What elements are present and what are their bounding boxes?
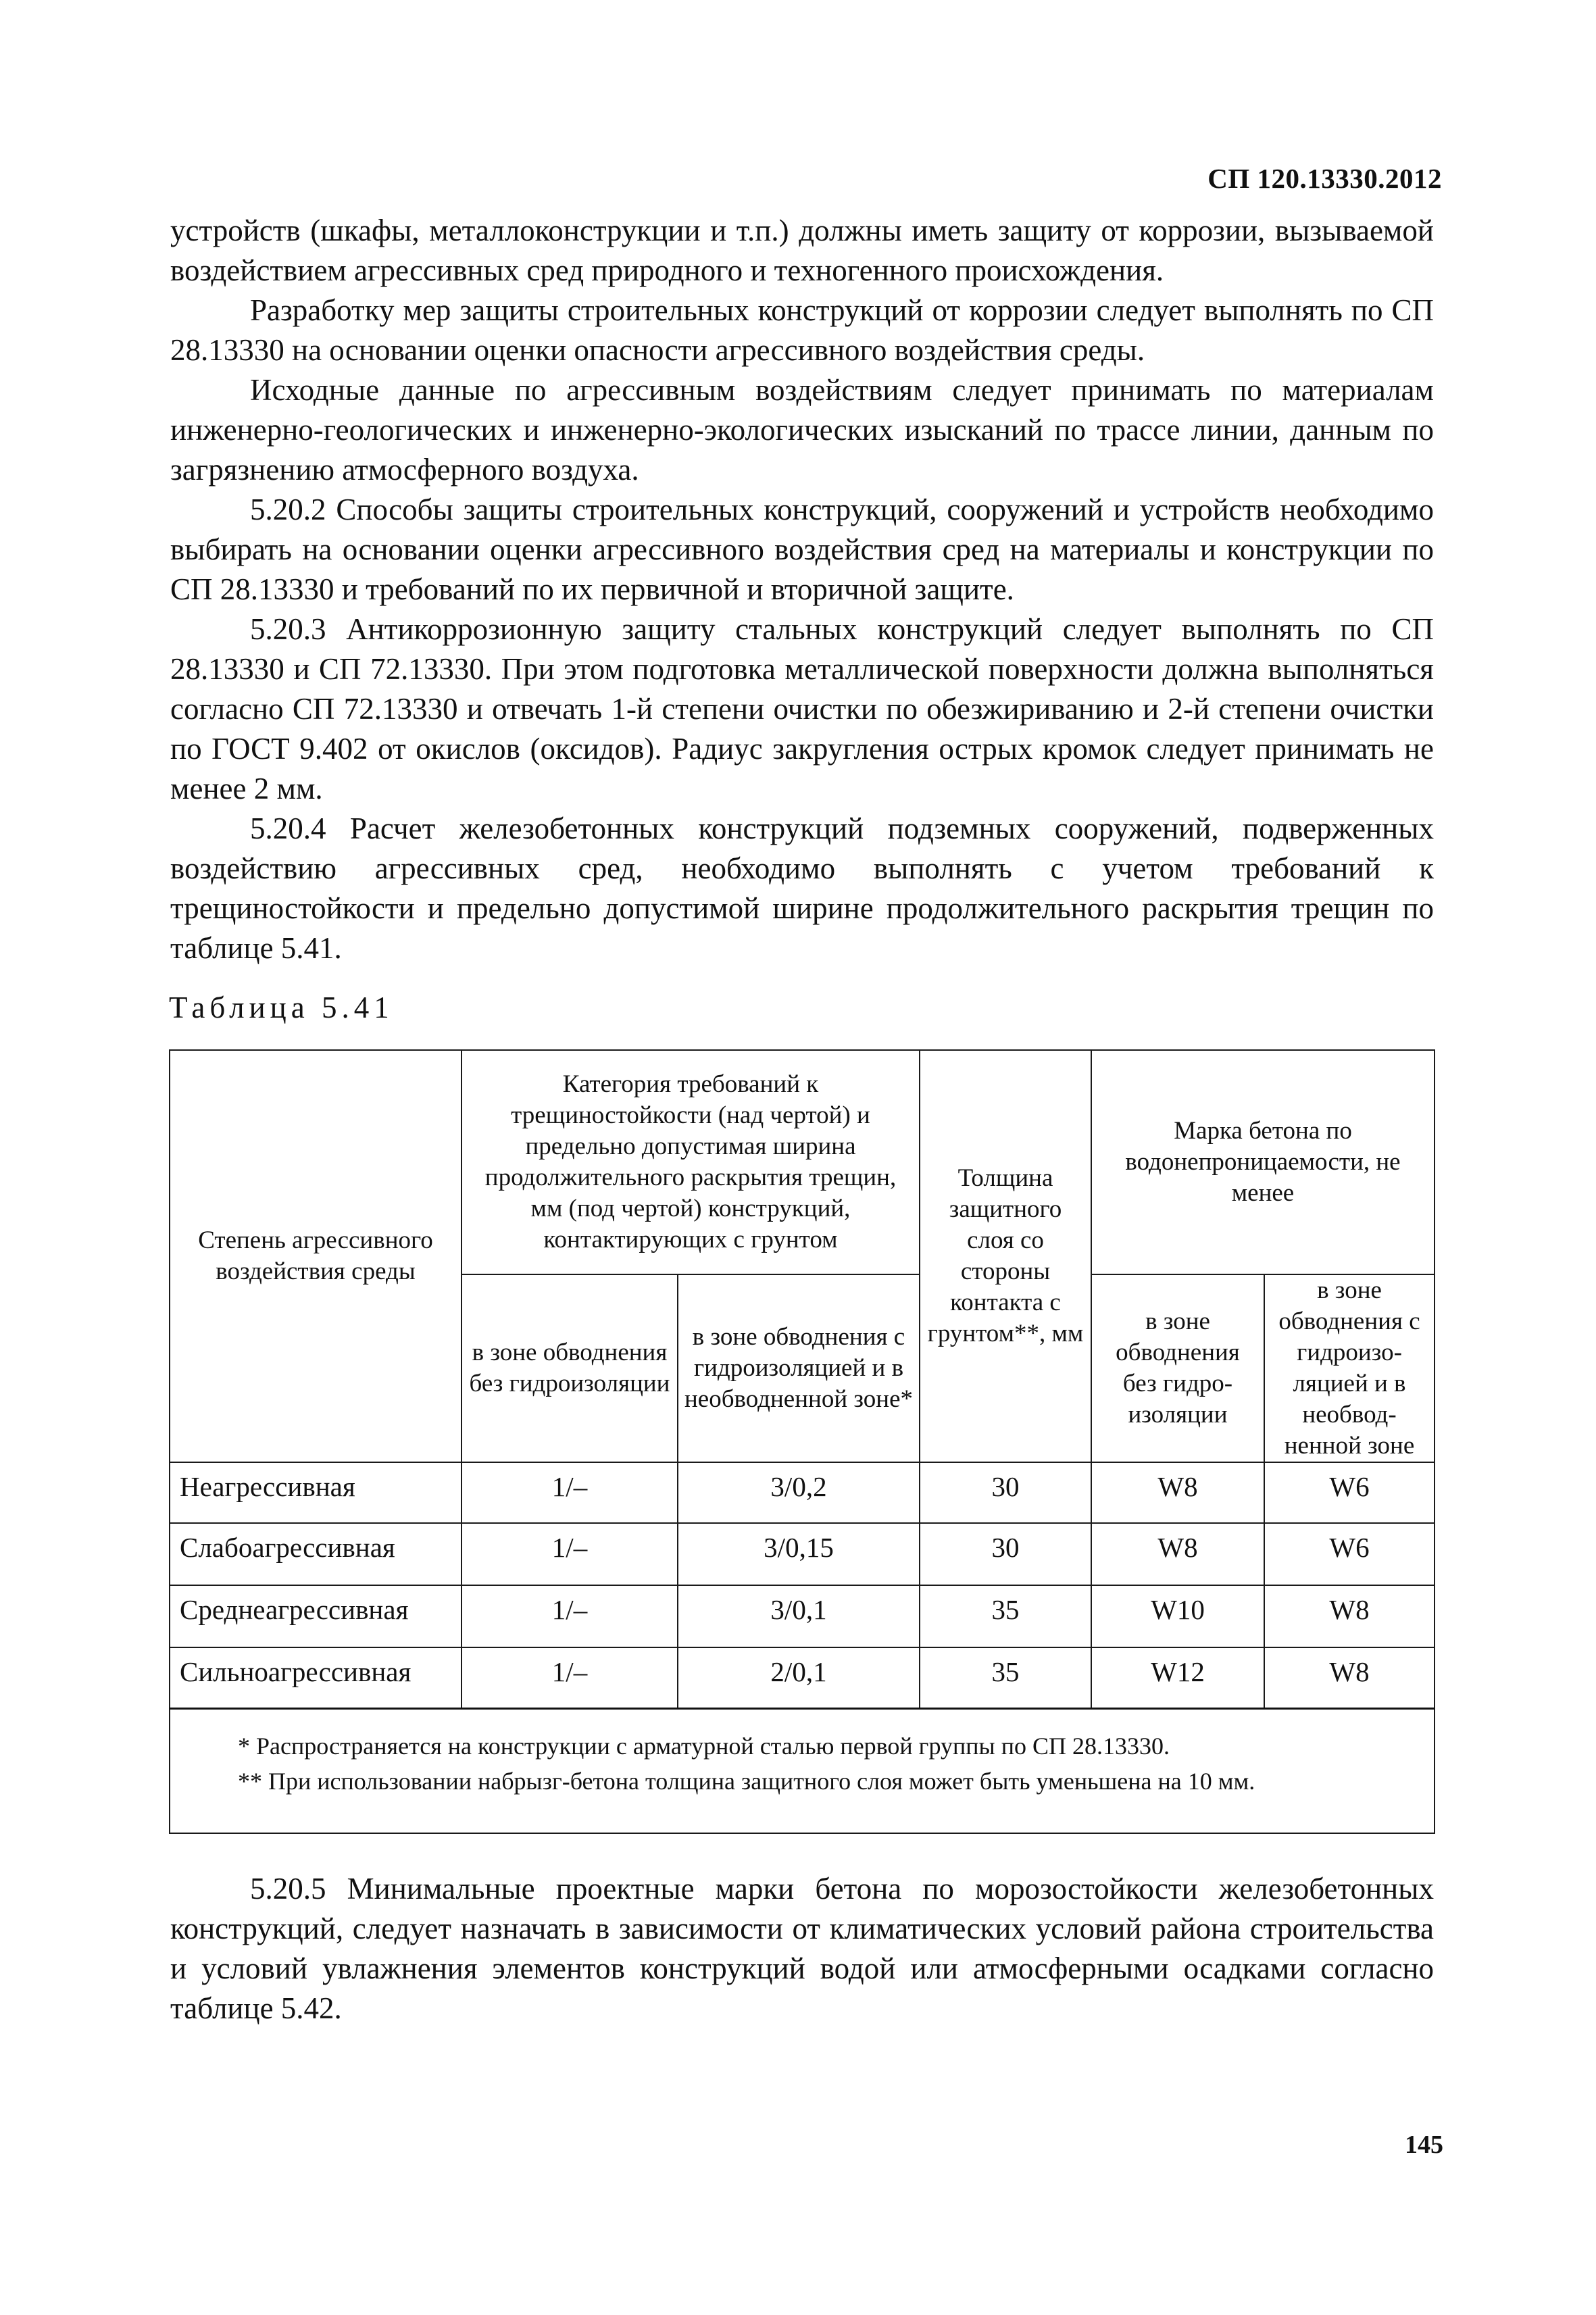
- table-row: Среднеагрессивная 1/– 3/0,1 35 W10 W8: [170, 1585, 1435, 1647]
- footnote: * Распространяется на конструкции с арматурной сталью первой группы по СП 28.13330.: [238, 1733, 1170, 1760]
- paragraph: устройств (шкафы, металлоконструкции и т.п.) должны иметь защиту от коррозии, вызываемой воздействием агрессивных сред природного и техногенного происхождения.: [170, 214, 1434, 287]
- header-crack-category-group: Категория требований к трещиностойкости (над чертой) и предельно допустимая ширина продолжительного раскрытия трещин, мм (под чертой) конструкций, контактирующих с грунтом: [462, 1050, 920, 1274]
- footnote: ** При использовании набрызг-бетона толщина защитного слоя может быть уменьшена на 10 мм.: [238, 1768, 1255, 1795]
- body-text-bottom: [170, 1869, 1434, 2028]
- table-5-41: [169, 1049, 1435, 1834]
- paragraph: Исходные данные по агрессивным воздействиям следует принимать по материалам инженерно-геологических и инженерно-экологических изысканий по трассе линии, данным по загрязнению атмосферного воздуха.: [170, 373, 1434, 487]
- table-footnotes: [170, 1709, 1435, 1834]
- table-row: Слабоагрессивная 1/– 3/0,15 30 W8 W6: [170, 1523, 1435, 1585]
- paragraph-5-20-4: 5.20.4 Расчет железобетонных конструкций подземных сооружений, подверженных воздействию агрессивных сред, необходимо выполнять с учетом требований к трещиностойкости и предельно допустимой ширине продолжительного раскрытия трещин по таблице 5.41.: [170, 812, 1434, 965]
- header-water-no-insulation: в зоне обводнения без гидро-изоляции: [1091, 1274, 1264, 1462]
- paragraph: Разработку мер защиты строительных конструкций от коррозии следует выполнять по СП 28.13330 на основании оценки опасности агрессивного воздействия среды.: [170, 293, 1434, 367]
- header-cover-thickness: Толщина защитного слоя со стороны контакта с грунтом**, мм: [920, 1050, 1091, 1462]
- table-row: Неагрессивная 1/– 3/0,2 30 W8 W6: [170, 1462, 1435, 1523]
- paragraph-5-20-5: 5.20.5 Минимальные проектные марки бетона по морозостойкости железобетонных конструкций, следует назначать в зависимости от климатических условий района строительства и условий увлажнения элементов конструкций водой или атмосферными осадками согласно таблице 5.42.: [170, 1872, 1434, 2025]
- table-row: Сильноагрессивная 1/– 2/0,1 35 W12 W8: [170, 1647, 1435, 1709]
- header-water-grade-group: Марка бетона по водонепроницаемости, не менее: [1091, 1050, 1435, 1274]
- header-crack-with-insulation: в зоне обводнения с гидроизоляцией и в необводненной зоне*: [678, 1274, 920, 1462]
- document-code-header: СП 120.13330.2012: [1207, 163, 1442, 194]
- paragraph-5-20-3: 5.20.3 Антикоррозионную защиту стальных конструкций следует выполнять по СП 28.13330 и СП 72.13330. При этом подготовка металлической поверхности должна выполняться согласно СП 72.13330 и отвечать 1-й степени очистки по обезжириванию и 2-й степени очистки по ГОСТ 9.402 от окислов (оксидов). Радиус закругления острых кромок следует принимать не менее 2 мм.: [170, 612, 1434, 805]
- table-caption: Таблица 5.41: [169, 991, 394, 1024]
- header-water-with-insulation: в зоне обводнения с гидроизо-ляцией и в необвод-ненной зоне: [1264, 1274, 1435, 1462]
- page-number: 145: [1405, 2131, 1443, 2159]
- header-crack-no-insulation: в зоне обводнения без гидроизоляции: [462, 1274, 678, 1462]
- header-aggression-degree: Степень агрессивного воздействия среды: [170, 1050, 462, 1462]
- paragraph-5-20-2: 5.20.2 Способы защиты строительных конструкций, сооружений и устройств необходимо выбирать на основании оценки агрессивного воздействия сред на материалы и конструкции по СП 28.13330 и требований по их первичной и вторичной защите.: [170, 493, 1434, 606]
- body-text-top: [170, 211, 1434, 968]
